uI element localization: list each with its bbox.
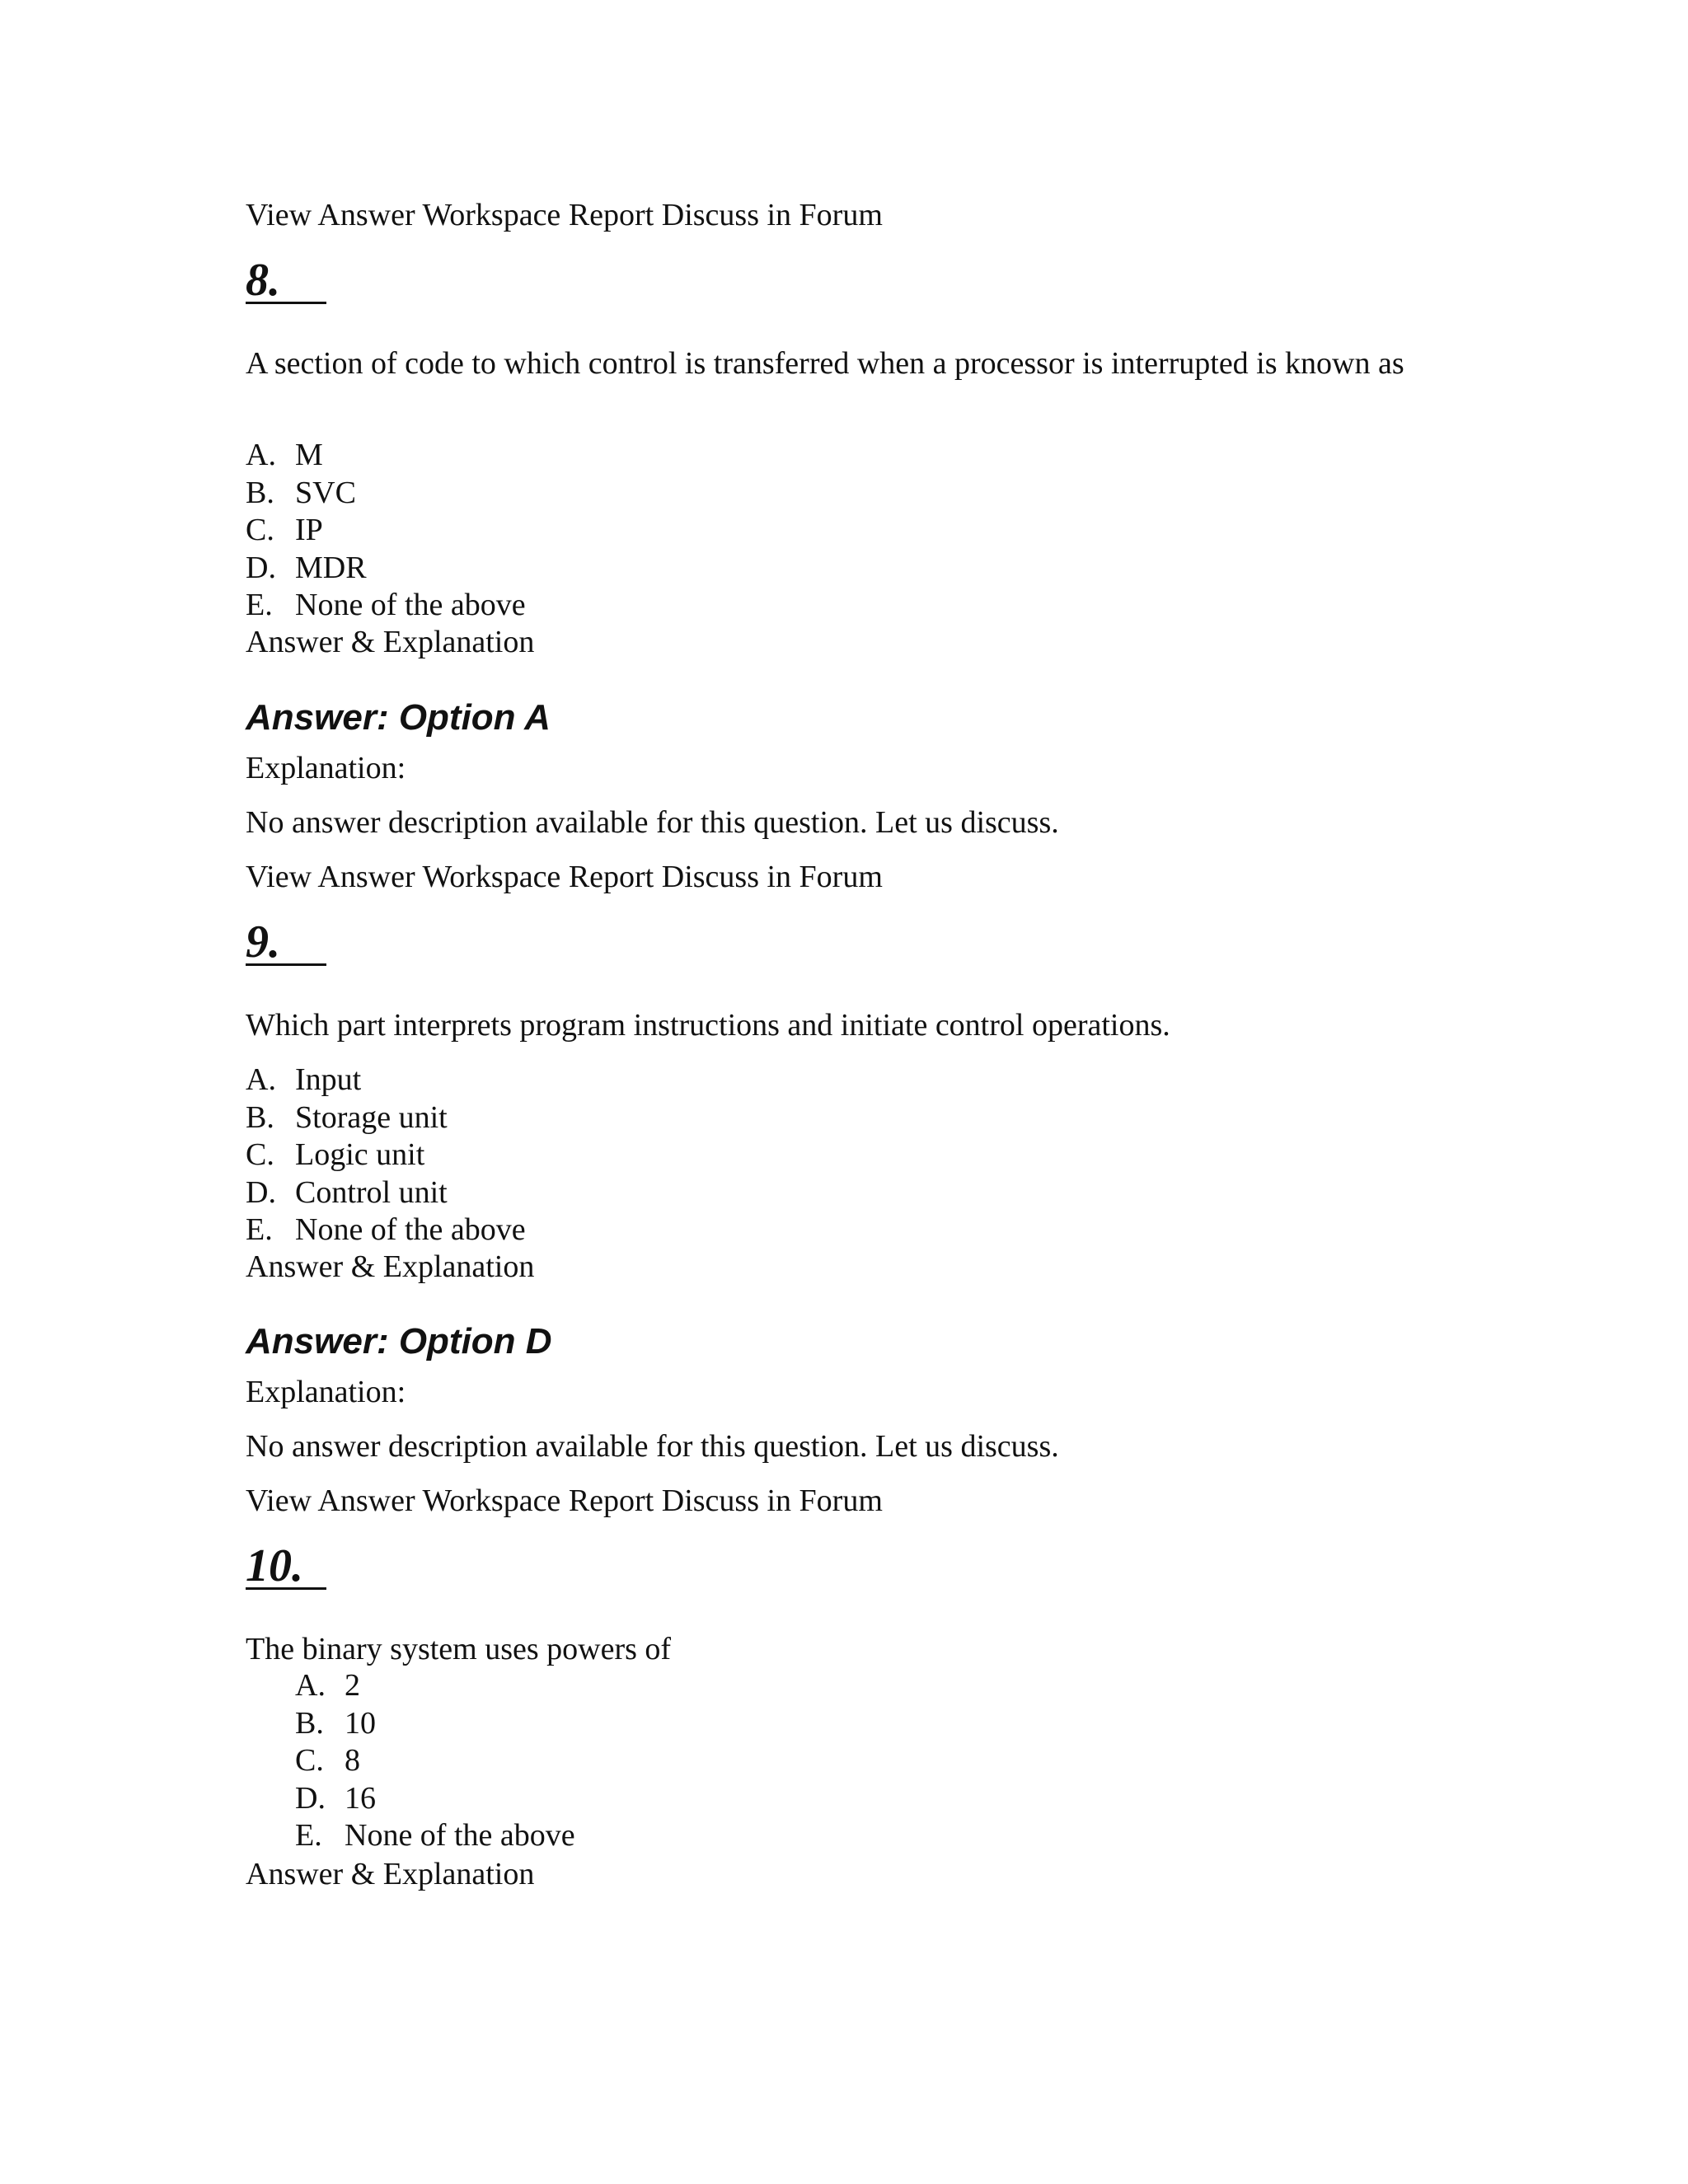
option-item[interactable]	[246, 437, 526, 475]
option-text: MDR	[295, 550, 367, 585]
option-text: None of the above	[295, 1212, 526, 1248]
report-link[interactable]: Report	[568, 1483, 662, 1518]
discuss-link[interactable]: Discuss in Forum	[661, 1483, 883, 1518]
workspace-link[interactable]: Workspace	[422, 1483, 569, 1518]
option-text: Input	[295, 1062, 362, 1097]
workspace-link[interactable]: Workspace	[422, 860, 569, 894]
option-item[interactable]	[295, 1780, 575, 1818]
option-letter: D.	[295, 1780, 326, 1816]
option-item[interactable]	[246, 1099, 526, 1137]
option-list	[246, 437, 526, 625]
explanation-text: No answer description available for this question. Let us discuss.	[246, 1429, 1059, 1464]
option-item[interactable]	[246, 587, 526, 625]
question-text: The binary system uses powers of	[246, 1632, 672, 1666]
workspace-link[interactable]: Workspace	[422, 198, 569, 232]
option-text: M	[295, 438, 323, 472]
option-list	[246, 1062, 526, 1249]
option-letter: B.	[295, 1705, 324, 1741]
option-letter: C.	[295, 1743, 324, 1779]
option-item[interactable]	[246, 550, 526, 588]
discuss-link[interactable]: Discuss in Forum	[661, 198, 883, 232]
option-letter: C.	[246, 1137, 274, 1173]
option-item[interactable]	[246, 1174, 526, 1212]
question-actions-bar	[246, 196, 883, 234]
option-item[interactable]	[246, 1212, 526, 1249]
question-number: 8.	[246, 255, 280, 306]
report-link[interactable]: Report	[568, 860, 662, 894]
answer-explanation-link[interactable]: Answer & Explanation	[246, 1249, 535, 1284]
option-letter: E.	[246, 588, 273, 623]
question-number: 10.	[246, 1540, 303, 1591]
option-text: SVC	[295, 475, 356, 510]
option-item[interactable]	[246, 475, 526, 513]
option-text: 8	[345, 1743, 360, 1779]
answer-heading: Answer: Option A	[246, 697, 551, 738]
report-link[interactable]: Report	[568, 198, 662, 232]
question-text: Which part interprets program instructions and initiate control operations.	[246, 1008, 1170, 1043]
option-item[interactable]	[295, 1705, 575, 1743]
option-letter: E.	[295, 1818, 322, 1854]
question-actions-bar	[246, 858, 883, 896]
discuss-link[interactable]: Discuss in Forum	[661, 860, 883, 894]
option-letter: B.	[246, 475, 274, 510]
option-text: IP	[295, 513, 323, 548]
option-letter: A.	[295, 1668, 326, 1703]
question-text: A section of code to which control is transferred when a processor is interrupted is known as	[246, 346, 1404, 381]
explanation-label: Explanation:	[246, 1375, 406, 1409]
answer-heading: Answer: Option D	[246, 1321, 552, 1361]
option-letter: C.	[246, 513, 274, 548]
option-item[interactable]	[246, 512, 526, 550]
option-letter: A.	[246, 438, 276, 472]
option-text: 16	[345, 1780, 376, 1816]
option-list	[295, 1667, 575, 1855]
answer-explanation-link[interactable]: Answer & Explanation	[246, 1857, 535, 1891]
option-letter: B.	[246, 1099, 274, 1135]
question-actions-bar	[246, 1482, 883, 1520]
explanation-text: No answer description available for this question. Let us discuss.	[246, 805, 1059, 840]
option-letter: E.	[246, 1212, 273, 1248]
option-text: Logic unit	[295, 1137, 425, 1173]
option-letter: A.	[246, 1062, 276, 1097]
option-item[interactable]	[246, 1062, 526, 1099]
option-item[interactable]	[295, 1742, 575, 1780]
explanation-label: Explanation:	[246, 751, 406, 785]
option-text: None of the above	[345, 1818, 575, 1854]
option-text: Control unit	[295, 1174, 448, 1210]
option-letter: D.	[246, 550, 276, 585]
option-item[interactable]	[295, 1667, 575, 1705]
option-text: 2	[345, 1668, 360, 1703]
option-text: Storage unit	[295, 1099, 448, 1135]
question-number: 9.	[246, 916, 280, 968]
option-item[interactable]	[246, 1137, 526, 1174]
option-item[interactable]	[295, 1817, 575, 1855]
view-answer-link[interactable]: View Answer	[246, 860, 423, 894]
option-text: None of the above	[295, 588, 526, 623]
option-letter: D.	[246, 1174, 276, 1210]
view-answer-link[interactable]: View Answer	[246, 1483, 423, 1518]
view-answer-link[interactable]: View Answer	[246, 198, 423, 232]
answer-explanation-link[interactable]: Answer & Explanation	[246, 625, 535, 659]
option-text: 10	[345, 1705, 376, 1741]
